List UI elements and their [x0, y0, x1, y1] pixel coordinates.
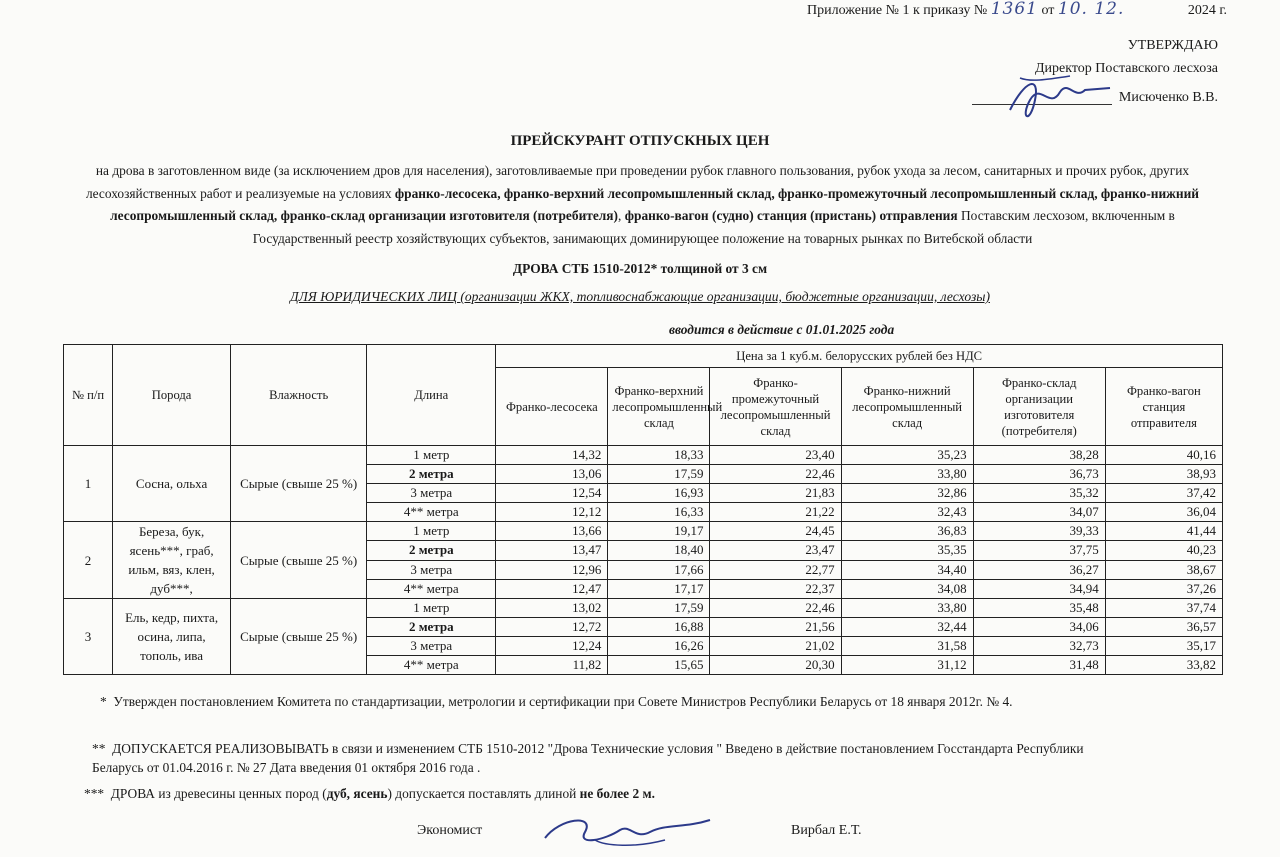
- header-col3: Франко-промежуточный лесопромышленный склад: [710, 368, 841, 446]
- price-cell: 32,44: [841, 618, 973, 637]
- document-subtitle: ДРОВА СТБ 1510-2012* толщиной от 3 см: [512, 261, 768, 276]
- price-cell: 34,08: [841, 579, 973, 598]
- table-row: [64, 599, 1223, 618]
- header-col4: Франко-нижний лесопромышленный склад: [841, 368, 973, 446]
- price-cell: 34,06: [973, 618, 1105, 637]
- note-1: [100, 692, 1100, 711]
- price-cell: 19,17: [608, 522, 710, 541]
- header-humidity: Влажность: [231, 345, 367, 446]
- price-cell: 40,16: [1105, 446, 1222, 465]
- economist-signature: [535, 810, 735, 855]
- price-table-body: [64, 446, 1223, 675]
- length-cell: 4** метра: [367, 579, 496, 598]
- price-cell: 37,26: [1105, 579, 1222, 598]
- length-cell: 3 метра: [367, 484, 496, 503]
- desc-part-3: Поставским лесхозом, включенным в Государственный реестр хозяйствующих субъектов, занимающих доминирующее положение на товарных рынках по Витебской области: [252, 208, 1175, 246]
- header-col2: Франко-верхний лесопромышленный склад: [608, 368, 710, 446]
- group-num: 2: [64, 522, 113, 599]
- price-cell: 35,23: [841, 446, 973, 465]
- price-cell: 23,47: [710, 541, 841, 560]
- price-cell: 16,26: [608, 637, 710, 656]
- price-cell: 38,28: [973, 446, 1105, 465]
- note-2: [92, 739, 1112, 777]
- price-cell: 12,12: [496, 503, 608, 522]
- price-cell: 16,93: [608, 484, 710, 503]
- audience-line: ДЛЯ ЮРИДИЧЕСКИХ ЛИЦ (организации ЖКХ, топливоснабжающие организации, бюджетные организации, лесхозы): [290, 289, 990, 304]
- note-3-mark: ***: [84, 786, 105, 801]
- document-description: [80, 160, 1205, 250]
- price-cell: 36,27: [973, 560, 1105, 579]
- appendix-number: 1361: [990, 0, 1038, 19]
- director-signature: [990, 70, 1120, 120]
- length-cell: 2 метра: [367, 618, 496, 637]
- price-cell: 12,96: [496, 560, 608, 579]
- appendix-year: 2024 г.: [1187, 3, 1228, 18]
- price-cell: 20,30: [710, 656, 841, 675]
- note-3-mid: ) допускается поставлять длиной: [387, 786, 580, 801]
- length-cell: 1 метр: [367, 446, 496, 465]
- note-2-text: ДОПУСКАЕТСЯ РЕАЛИЗОВЫВАТЬ в связи и изменением СТБ 1510-2012 "Дрова Технические условия " Введено в действие постановлением Госстандарта Республики Беларусь от 01.04.2016 г. № 27 Дата введения 01 октября 2016 года .: [92, 741, 1084, 775]
- appendix-date: 10. 12.: [1057, 0, 1125, 19]
- price-cell: 31,48: [973, 656, 1105, 675]
- price-cell: 33,82: [1105, 656, 1222, 675]
- price-cell: 12,54: [496, 484, 608, 503]
- price-cell: 24,45: [710, 522, 841, 541]
- price-cell: 17,66: [608, 560, 710, 579]
- appendix-line: [807, 0, 1227, 19]
- price-table: [63, 344, 1223, 675]
- price-cell: 38,67: [1105, 560, 1222, 579]
- note-2-mark: **: [92, 741, 106, 756]
- price-cell: 36,57: [1105, 618, 1222, 637]
- price-cell: 31,58: [841, 637, 973, 656]
- desc-part-2: ,: [618, 208, 625, 223]
- price-cell: 35,35: [841, 541, 973, 560]
- price-cell: 40,23: [1105, 541, 1222, 560]
- table-row: [64, 446, 1223, 465]
- price-cell: 35,48: [973, 599, 1105, 618]
- header-length: Длина: [367, 345, 496, 446]
- price-cell: 22,77: [710, 560, 841, 579]
- header-num: № п/п: [64, 345, 113, 446]
- group-humidity: Сырые (свыше 25 %): [231, 446, 367, 522]
- note-3-bold-2: не более 2 м.: [579, 786, 655, 801]
- header-col5: Франко-склад организации изготовителя (потребителя): [973, 368, 1105, 446]
- price-cell: 22,46: [710, 599, 841, 618]
- effective-date: вводится в действие с 01.01.2025 года: [669, 322, 895, 337]
- group-species: Ель, кедр, пихта, осина, липа, тополь, ива: [113, 599, 231, 675]
- group-species: Береза, бук, ясень***, граб, ильм, вяз, клен, дуб***,: [113, 522, 231, 599]
- note-1-text: Утвержден постановлением Комитета по стандартизации, метрологии и сертификации при Совете Министров Республики Беларусь от 18 января 2012г. № 4.: [113, 694, 1013, 709]
- group-num: 1: [64, 446, 113, 522]
- length-cell: 1 метр: [367, 522, 496, 541]
- price-cell: 12,72: [496, 618, 608, 637]
- price-cell: 35,17: [1105, 637, 1222, 656]
- price-cell: 36,73: [973, 465, 1105, 484]
- price-cell: 21,02: [710, 637, 841, 656]
- economist-label: Экономист: [417, 823, 483, 838]
- price-cell: 21,22: [710, 503, 841, 522]
- length-cell: 4** метра: [367, 503, 496, 522]
- director-name: Мисюченко В.В.: [1118, 90, 1218, 105]
- price-cell: 37,74: [1105, 599, 1222, 618]
- price-cell: 23,40: [710, 446, 841, 465]
- price-cell: 12,47: [496, 579, 608, 598]
- price-cell: 22,46: [710, 465, 841, 484]
- note-3: [84, 784, 984, 803]
- price-cell: 37,42: [1105, 484, 1222, 503]
- price-cell: 14,32: [496, 446, 608, 465]
- director-role: Директор Поставского лесхоза: [1035, 61, 1218, 76]
- price-cell: 36,83: [841, 522, 973, 541]
- price-cell: 38,93: [1105, 465, 1222, 484]
- group-species: Сосна, ольха: [113, 446, 231, 522]
- document-title: ПРЕЙСКУРАНТ ОТПУСКНЫХ ЦЕН: [510, 133, 770, 149]
- price-cell: 41,44: [1105, 522, 1222, 541]
- price-cell: 11,82: [496, 656, 608, 675]
- price-cell: 32,86: [841, 484, 973, 503]
- price-cell: 39,33: [973, 522, 1105, 541]
- price-cell: 13,02: [496, 599, 608, 618]
- price-cell: 12,24: [496, 637, 608, 656]
- price-cell: 36,04: [1105, 503, 1222, 522]
- price-cell: 16,88: [608, 618, 710, 637]
- group-humidity: Сырые (свыше 25 %): [231, 599, 367, 675]
- length-cell: 3 метра: [367, 637, 496, 656]
- price-cell: 34,40: [841, 560, 973, 579]
- price-cell: 18,40: [608, 541, 710, 560]
- price-cell: 37,75: [973, 541, 1105, 560]
- price-cell: 33,80: [841, 465, 973, 484]
- price-cell: 13,66: [496, 522, 608, 541]
- price-cell: 17,17: [608, 579, 710, 598]
- price-cell: 15,65: [608, 656, 710, 675]
- price-cell: 17,59: [608, 465, 710, 484]
- length-cell: 3 метра: [367, 560, 496, 579]
- length-cell: 2 метра: [367, 465, 496, 484]
- price-cell: 16,33: [608, 503, 710, 522]
- price-cell: 13,47: [496, 541, 608, 560]
- price-cell: 34,94: [973, 579, 1105, 598]
- length-cell: 2 метра: [367, 541, 496, 560]
- header-price-group: Цена за 1 куб.м. белорусских рублей без НДС: [496, 345, 1223, 368]
- note-3-bold-1: дуб, ясень: [326, 786, 388, 801]
- price-cell: 13,06: [496, 465, 608, 484]
- price-cell: 17,59: [608, 599, 710, 618]
- length-cell: 4** метра: [367, 656, 496, 675]
- approve-label: УТВЕРЖДАЮ: [1127, 38, 1218, 53]
- group-humidity: Сырые (свыше 25 %): [231, 522, 367, 599]
- desc-bold-1: франко-лесосека, франко-верхний лесопромышленный склад, франко-промежуточный лесопромышленный склад, франко-нижний лесопромышленный склад, франко-склад организации изготовителя (потребителя): [110, 185, 1200, 223]
- price-cell: 22,37: [710, 579, 841, 598]
- price-cell: 32,43: [841, 503, 973, 522]
- price-cell: 31,12: [841, 656, 973, 675]
- price-cell: 34,07: [973, 503, 1105, 522]
- price-cell: 35,32: [973, 484, 1105, 503]
- header-col6: Франко-вагон станция отправителя: [1105, 368, 1222, 446]
- economist-name: Вирбал Е.Т.: [791, 823, 862, 838]
- price-cell: 18,33: [608, 446, 710, 465]
- header-col1: Франко-лесосека: [496, 368, 608, 446]
- price-cell: 21,56: [710, 618, 841, 637]
- desc-bold-2: франко-вагон (судно) станция (пристань) отправления: [624, 208, 958, 223]
- group-num: 3: [64, 599, 113, 675]
- table-row: [64, 522, 1223, 541]
- price-cell: 21,83: [710, 484, 841, 503]
- note-1-mark: *: [100, 694, 107, 709]
- appendix-prefix: Приложение № 1 к приказу №: [807, 3, 988, 18]
- header-species: Порода: [113, 345, 231, 446]
- price-cell: 33,80: [841, 599, 973, 618]
- desc-part-1: на дрова в заготовленном виде (за исключением дров для населения), заготовливаемые при проведении рубок главного пользования, рубок ухода за лесом, санитарных и прочих рубок, других лесохозяйственных работ и реализуемые на условиях: [85, 163, 1190, 201]
- length-cell: 1 метр: [367, 599, 496, 618]
- note-3-pre: ДРОВА из древесины ценных пород (: [110, 786, 327, 801]
- appendix-from: от: [1041, 3, 1055, 18]
- price-cell: 32,73: [973, 637, 1105, 656]
